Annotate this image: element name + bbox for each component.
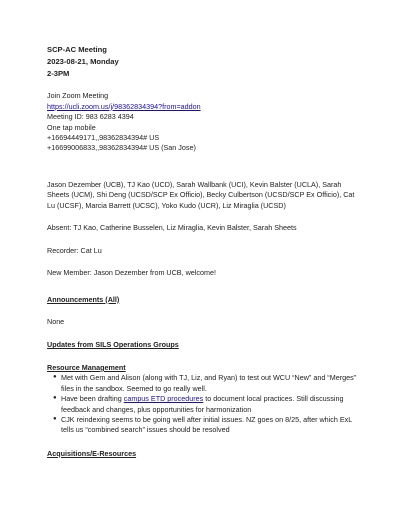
announcements-heading-suffix: (All) bbox=[103, 294, 120, 304]
acquisitions-heading: Acquisitions/E-Resources bbox=[47, 448, 137, 458]
list-item-text: Met with Gem and Alison (along with TJ, Liz, and Ryan) to test out WCU “New” and “Merges” files in the sandbox. Seemed to go really well. bbox=[61, 373, 357, 393]
zoom-one-tap: One tap mobile bbox=[47, 122, 96, 132]
list-item-text: CJK reindexing seems to be going well after initial issues. NZ goes on 8/25, after which ExL tells us “combined search” issues should be resolved bbox=[61, 415, 352, 435]
announcements-body: None bbox=[47, 316, 65, 326]
meeting-date: 2023-08-21, Monday bbox=[47, 56, 119, 66]
announcements-heading-text: Announcements bbox=[47, 294, 104, 304]
bullet-icon: ● bbox=[53, 374, 57, 381]
list-item-text-pre: Have been drafting bbox=[61, 394, 124, 404]
announcements-heading bbox=[47, 295, 360, 305]
recorder: Recorder: Cat Lu bbox=[47, 245, 102, 255]
new-member: New Member: Jason Dezember from UCB, welcome! bbox=[47, 268, 216, 278]
etd-procedures-link[interactable]: campus ETD procedures bbox=[123, 394, 204, 404]
absent-list: Absent: TJ Kao, Catherine Busselen, Liz Miraglia, Kevin Balster, Sarah Sheets bbox=[47, 223, 297, 233]
zoom-phone-1: +16694449171,,98362834394# US bbox=[47, 133, 160, 143]
bullet-icon: ● bbox=[53, 395, 57, 402]
attendees-list: Jason Dezember (UCB), TJ Kao (UCD), Sarah Wallbank (UCI), Kevin Balster (UCLA), Sarah Sheets (UCM), Shi Deng (UCSD/SCP Ex Officio), Becky Culbertson (UCSD/SCP Ex Officio), Cat Lu (UCSF), Marcia Barrett (UCSC), Yoko Kudo (UCR), Liz Miraglia (UCSD) bbox=[47, 179, 355, 210]
resource-management-list bbox=[47, 373, 360, 436]
zoom-info bbox=[47, 91, 360, 154]
list-item-text-post: to document local practices. Still discussing feedback and changes, plus opportunities for harmonization bbox=[61, 394, 344, 414]
updates-heading: Updates from SILS Operations Groups bbox=[47, 340, 179, 350]
bullet-icon: ● bbox=[53, 416, 57, 423]
resource-management-heading: Resource Management bbox=[47, 362, 126, 372]
meeting-title: SCP-AC Meeting bbox=[47, 45, 107, 54]
zoom-phone-2: +16699006833,,98362834394# US (San Jose) bbox=[47, 143, 196, 153]
list-item bbox=[53, 394, 360, 415]
meeting-time: 2-3PM bbox=[47, 68, 70, 78]
zoom-join-label: Join Zoom Meeting bbox=[47, 91, 109, 101]
zoom-link[interactable]: https://ucli.zoom.us/j/98362834394?from=addon bbox=[47, 101, 201, 111]
meeting-header bbox=[47, 44, 360, 79]
list-item bbox=[53, 373, 360, 394]
zoom-meeting-id: Meeting ID: 983 6283 4394 bbox=[47, 112, 134, 122]
list-item bbox=[53, 415, 360, 436]
